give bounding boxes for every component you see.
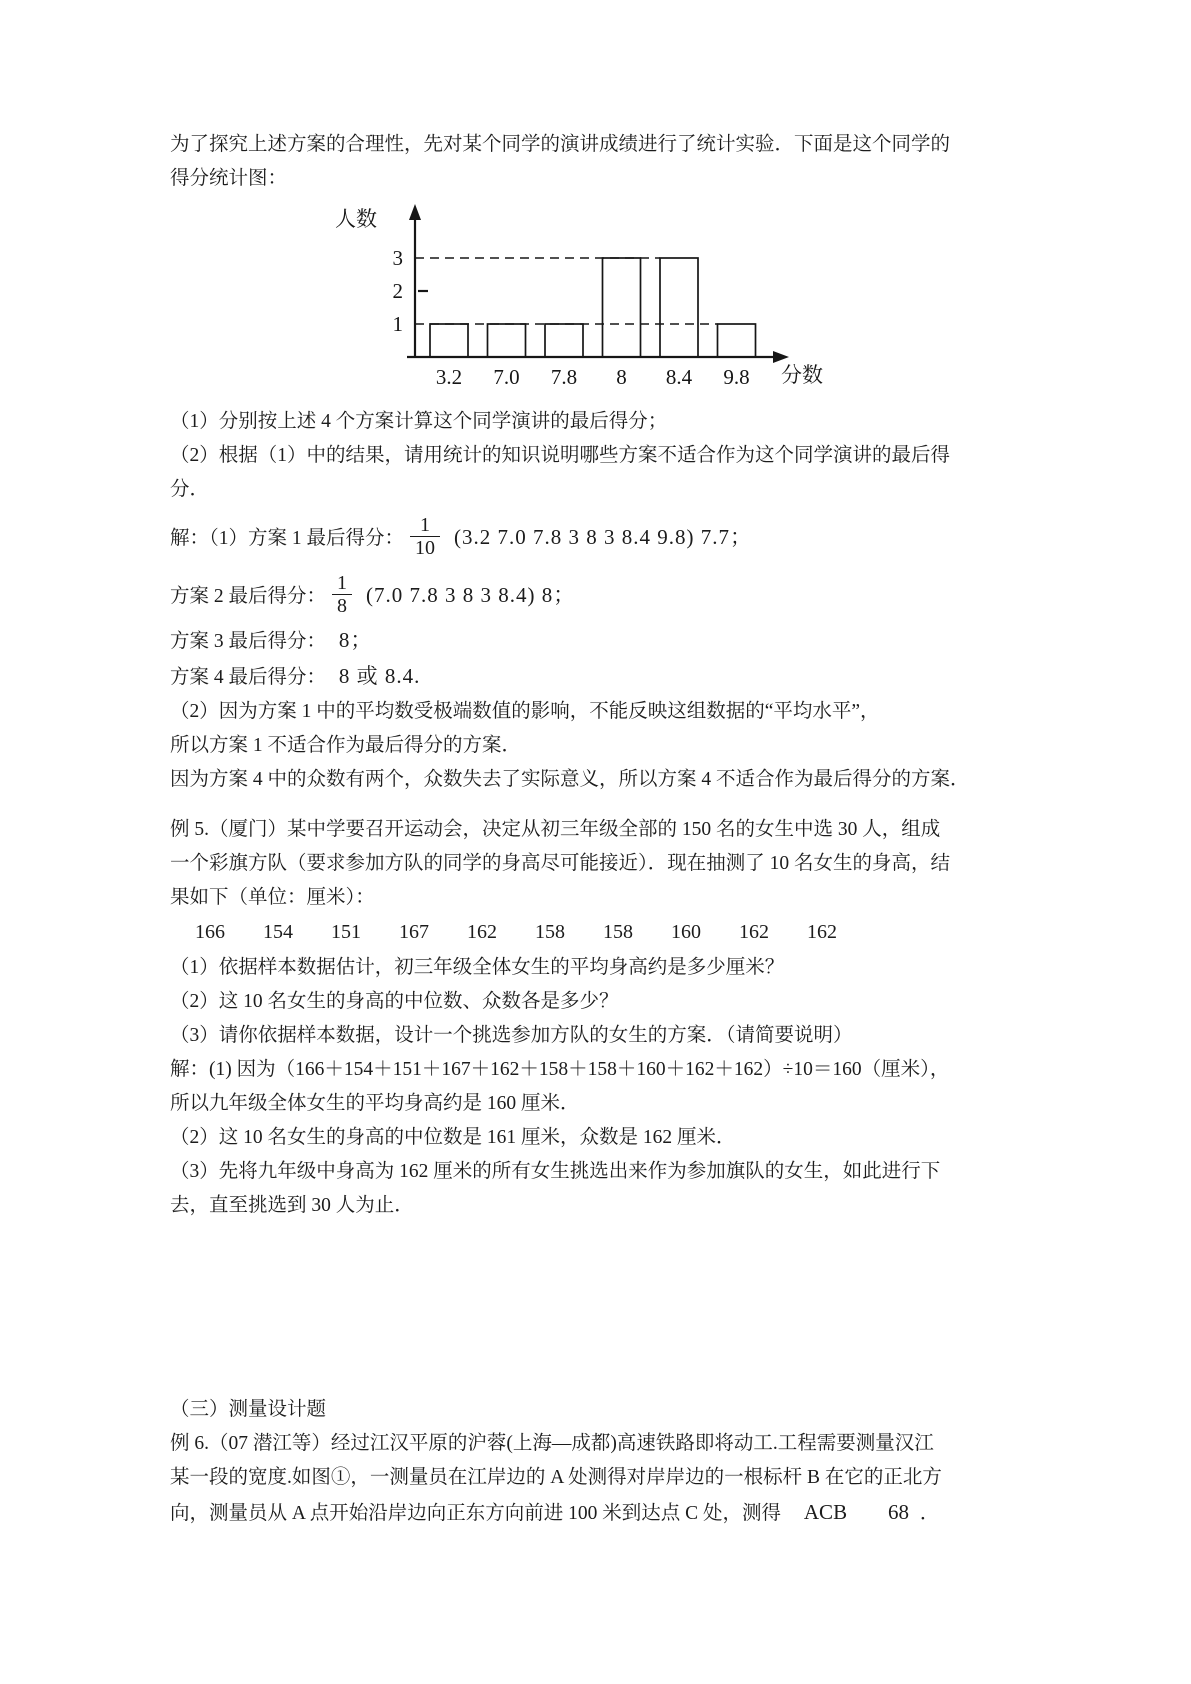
y-tick-label: 1 [392, 312, 403, 336]
text-line: 去，直至挑选到 30 人为止． [170, 1195, 414, 1216]
y-tick-label: 2 [392, 279, 403, 303]
text-line: 为了探究上述方案的合理性，先对某个同学的演讲成绩进行了统计实验．下面是这个同学的 [170, 134, 951, 155]
solution-plan3-line [170, 623, 1131, 659]
bar-7.0 [488, 324, 526, 357]
x-axis-title: 分数 [781, 363, 823, 387]
text-line: （2）因为方案 1 中的平均数受极端数值的影响，不能反映这组数据的“平均水平”， [170, 701, 880, 722]
y-tick-label: 3 [392, 246, 403, 270]
solution-part2 [170, 695, 1131, 797]
fraction-denominator: 8 [337, 594, 348, 617]
bar-3.2 [430, 324, 468, 357]
section3-heading: （三）测量设计题 [170, 1399, 327, 1420]
text-line: 例 5.（厦门）某中学要召开运动会，决定从初三年级全部的 150 名的女生中选 30 人，组成 [170, 819, 941, 840]
height-value: 158 [603, 921, 633, 943]
height-value: 162 [807, 921, 837, 943]
plan4-value: 8 或 8.4. [338, 664, 421, 688]
height-value: 158 [535, 921, 565, 943]
text-line: 解：(1) 因为（166＋154＋151＋167＋162＋158＋158＋160＋162＋162）÷10＝160（厘米）， [170, 1059, 950, 1080]
text-line: （1）依据样本数据估计，初三年级全体女生的平均身高约是多少厘米？ [170, 957, 785, 978]
plan1-expression: (3.2 7.0 7.8 3 8 3 8.4 9.8) 7.7； [454, 525, 753, 549]
bar-9.8 [718, 324, 756, 357]
text-line: 得分统计图： [170, 168, 288, 189]
example6-text: 向，测量员从 A 点开始沿岸边向正东方向前进 100 米到达点 C 处，测得 [170, 1503, 782, 1524]
height-value: 166 [195, 921, 225, 943]
x-category-label: 9.8 [723, 365, 750, 389]
bar-8.4 [660, 258, 698, 357]
text-line: 某一段的宽度.如图①，一测量员在江岸边的 A 处测得对岸岸边的一根标杆 B 在它的正北方 [170, 1467, 942, 1488]
plan1-prefix: 解：（1）方案 1 最后得分： [170, 528, 405, 549]
fraction-denominator: 10 [415, 536, 436, 559]
height-value: 151 [331, 921, 361, 943]
text-line: （2）这 10 名女生的身高的中位数是 161 厘米，众数是 162 厘米． [170, 1127, 736, 1148]
intro-paragraph [170, 128, 1131, 196]
height-data-row [195, 915, 1131, 951]
example6-paragraph [170, 1427, 1131, 1495]
example6-last-line [170, 1495, 1131, 1531]
chart-svg [325, 198, 825, 394]
solution-plan2-line [170, 565, 1131, 623]
text-line: 因为方案 4 中的众数有两个，众数失去了实际意义，所以方案 4 不适合作为最后得分的方案． [170, 769, 970, 790]
x-category-label: 8.4 [665, 365, 693, 389]
bar-8 [603, 258, 641, 357]
text-line: 例 6.（07 潜江等）经过江汉平原的沪蓉(上海—成都)高速铁路即将动工.工程需要测量汉江 [170, 1433, 934, 1454]
example5-intro [170, 813, 1131, 915]
y-axis-title: 人数 [335, 207, 377, 231]
height-value: 160 [671, 921, 701, 943]
text-line: 所以九年级全体女生的平均身高约是 160 厘米． [170, 1093, 580, 1114]
plan3-prefix: 方案 3 最后得分： [170, 631, 327, 652]
plan2-prefix: 方案 2 最后得分： [170, 586, 327, 607]
height-value: 167 [399, 921, 429, 943]
x-category-label: 3.2 [435, 365, 463, 389]
x-axis-arrow [773, 351, 789, 363]
bar-7.8 [545, 324, 583, 357]
angle-value-token: 68 [887, 1500, 909, 1524]
fraction-numerator: 1 [410, 514, 440, 537]
fraction-one-eighth [332, 572, 352, 617]
fraction-one-tenth [410, 514, 440, 559]
sentence-period: ． [919, 1503, 940, 1524]
text-line: （2）这 10 名女生的身高的中位数、众数各是多少？ [170, 991, 619, 1012]
plan4-prefix: 方案 4 最后得分： [170, 667, 327, 688]
y-axis-arrow [409, 204, 421, 220]
x-category-label: 8 [616, 365, 627, 389]
text-line: 果如下（单位：厘米）： [170, 887, 375, 908]
text-line: （3）先将九年级中身高为 162 厘米的所有女生挑选出来作为参加旗队的女生，如此进行下 [170, 1161, 941, 1182]
solution-plan4-line [170, 659, 1131, 695]
text-line: 所以方案 1 不适合作为最后得分的方案． [170, 735, 522, 756]
x-category-label: 7.0 [493, 365, 520, 389]
text-line: （2）根据（1）中的结果，请用统计的知识说明哪些方案不适合作为这个同学演讲的最后得 [170, 445, 951, 466]
x-category-label: 7.8 [550, 365, 578, 389]
example5-questions-and-solution [170, 951, 1131, 1223]
text-line: （1）分别按上述 4 个方案计算这个同学演讲的最后得分； [170, 411, 668, 432]
height-value: 162 [467, 921, 497, 943]
question-list [170, 405, 1131, 507]
height-value: 162 [739, 921, 769, 943]
plan3-value: 8； [338, 628, 373, 652]
fraction-numerator: 1 [332, 572, 352, 595]
text-line: （3）请你依据样本数据，设计一个挑选参加方队的女生的方案．（请简要说明） [170, 1025, 853, 1046]
score-distribution-bar-chart [325, 198, 825, 399]
text-line: 分． [170, 479, 210, 500]
angle-ACB-token: ACB [803, 1500, 848, 1524]
plan2-expression: (7.0 7.8 3 8 3 8.4) 8； [366, 583, 576, 607]
text-line: 一个彩旗方队（要求参加方队的同学的身高尽可能接近）．现在抽测了 10 名女生的身高，结 [170, 853, 951, 874]
height-value: 154 [263, 921, 293, 943]
solution-plan1-line [170, 507, 1131, 565]
